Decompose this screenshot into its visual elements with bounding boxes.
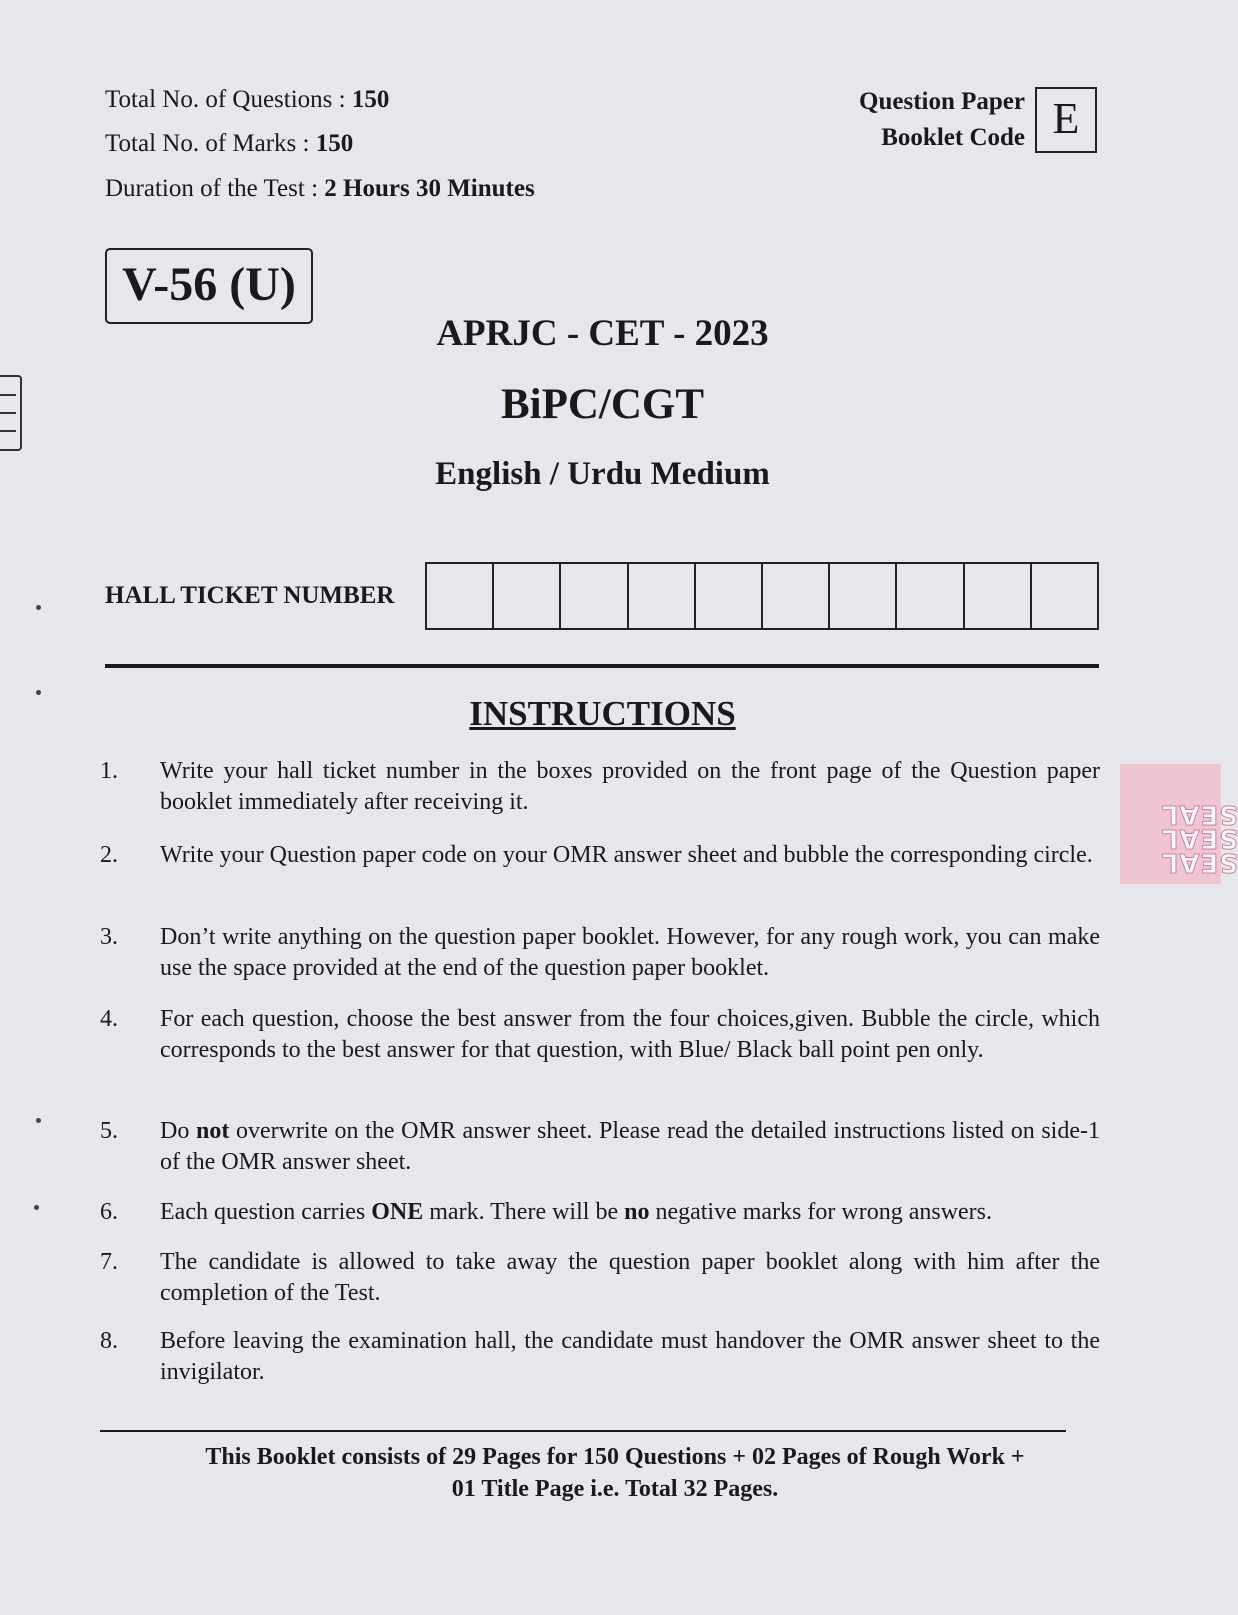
instruction-item — [100, 922, 1100, 984]
test-duration-value: 2 Hours 30 Minutes — [324, 175, 535, 202]
scan-speck — [36, 690, 41, 695]
instruction-item — [100, 1247, 1100, 1309]
medium-title: English / Urdu Medium — [435, 456, 770, 492]
total-questions-label: Total No. of Questions : — [105, 86, 352, 113]
instruction-text — [160, 756, 1100, 818]
instruction-text — [160, 1197, 1100, 1228]
instruction-segment: Write your hall ticket number in the boxes provided on the front page of the Question paper booklet immediately after receiving it. — [160, 758, 1100, 815]
booklet-code-box: E — [1035, 87, 1097, 153]
scan-speck — [36, 1118, 41, 1123]
instruction-text — [160, 840, 1100, 871]
hall-ticket-digit-box[interactable] — [629, 564, 696, 628]
booklet-code-label-line1: Question Paper — [859, 88, 1025, 115]
instruction-number: 8. — [100, 1328, 118, 1354]
instruction-emphasis: not — [195, 1118, 230, 1144]
divider-line — [105, 664, 1099, 668]
instruction-number: 7. — [100, 1249, 118, 1275]
hall-ticket-digit-box[interactable] — [561, 564, 628, 628]
instruction-number: 4. — [100, 1006, 118, 1032]
instruction-segment: Before leaving the examination hall, the candidate must handover the OMR answer sheet to the invigilator. — [160, 1328, 1100, 1385]
seal-line: SEAL — [1160, 823, 1238, 853]
instruction-item — [100, 1197, 1100, 1228]
seal-stamp-text — [1108, 799, 1238, 877]
instruction-number: 2. — [100, 842, 118, 868]
seal-line: SEAL — [1160, 799, 1238, 829]
booklet-code-label — [840, 84, 1025, 156]
instruction-text — [160, 1247, 1100, 1309]
instruction-segment: Don’t write anything on the question paper booklet. However, for any rough work, you can make use the space provided at the end of the question paper booklet. — [160, 924, 1100, 981]
test-duration-label: Duration of the Test : — [105, 175, 325, 202]
page-info-line1: This Booklet consists of 29 Pages for 150 Questions + 02 Pages of Rough Work + — [205, 1444, 1025, 1470]
hall-ticket-digit-box[interactable] — [696, 564, 763, 628]
instruction-emphasis: ONE — [371, 1199, 424, 1225]
hall-ticket-digit-box[interactable] — [427, 564, 494, 628]
hall-ticket-boxes[interactable] — [425, 562, 1099, 630]
seal-stamp — [1120, 764, 1238, 884]
test-duration — [105, 175, 535, 203]
instruction-item — [100, 1116, 1100, 1178]
instruction-text — [160, 1116, 1100, 1178]
total-marks-value: 150 — [315, 130, 354, 157]
seal-line: SEAL — [1160, 847, 1238, 877]
hall-ticket-digit-box[interactable] — [965, 564, 1032, 628]
instruction-text — [160, 922, 1100, 984]
instructions-heading: INSTRUCTIONS — [469, 694, 736, 733]
footer-divider — [100, 1430, 1066, 1432]
booklet-code-label-line2: Booklet Code — [881, 124, 1025, 151]
instruction-segment: negative marks for wrong answers. — [649, 1199, 993, 1225]
instruction-number: 5. — [100, 1118, 118, 1144]
instruction-item — [100, 840, 1100, 871]
instruction-text — [160, 1326, 1100, 1388]
hall-ticket-digit-box[interactable] — [897, 564, 964, 628]
instruction-segment: Write your Question paper code on your OMR answer sheet and bubble the corresponding circle. — [160, 842, 1093, 868]
instruction-number: 1. — [100, 758, 118, 784]
instruction-segment: The candidate is allowed to take away the question paper booklet along with him after the completion of the Test. — [160, 1249, 1100, 1306]
instruction-segment: For each question, choose the best answer from the four choices,given. Bubble the circle, which corresponds to the best answer for that question, with Blue/ Black ball point pen only. — [160, 1006, 1100, 1063]
page-info-line2: 01 Title Page i.e. Total 32 Pages. — [451, 1476, 779, 1502]
instruction-segment: mark. There will be — [423, 1199, 625, 1225]
instruction-number: 3. — [100, 924, 118, 950]
instruction-item — [100, 1004, 1100, 1066]
scan-speck — [36, 605, 41, 610]
instruction-segment: Each question carries — [160, 1199, 372, 1225]
scan-speck — [34, 1205, 39, 1210]
total-marks-label: Total No. of Marks : — [105, 130, 316, 157]
total-marks — [105, 130, 353, 158]
hall-ticket-digit-box[interactable] — [494, 564, 561, 628]
total-questions — [105, 86, 389, 114]
exam-title: APRJC - CET - 2023 — [436, 313, 769, 354]
instruction-text — [160, 1004, 1100, 1066]
hall-ticket-label: HALL TICKET NUMBER — [105, 582, 395, 609]
hall-ticket-digit-box[interactable] — [1032, 564, 1097, 628]
instruction-item — [100, 756, 1100, 818]
instruction-item — [100, 1326, 1100, 1388]
hall-ticket-digit-box[interactable] — [830, 564, 897, 628]
hall-ticket-digit-box[interactable] — [763, 564, 830, 628]
group-title: BiPC/CGT — [500, 381, 705, 428]
instruction-number: 6. — [100, 1199, 118, 1225]
version-code-box: V-56 (U) — [105, 248, 313, 324]
instruction-segment: Do — [160, 1118, 196, 1144]
instruction-emphasis: no — [624, 1199, 650, 1225]
total-questions-value: 150 — [351, 86, 390, 113]
instruction-segment: overwrite on the OMR answer sheet. Please read the detailed instructions listed on side-1 of the OMR answer sheet. — [160, 1118, 1100, 1175]
booklet-page-info — [0, 1441, 1230, 1505]
